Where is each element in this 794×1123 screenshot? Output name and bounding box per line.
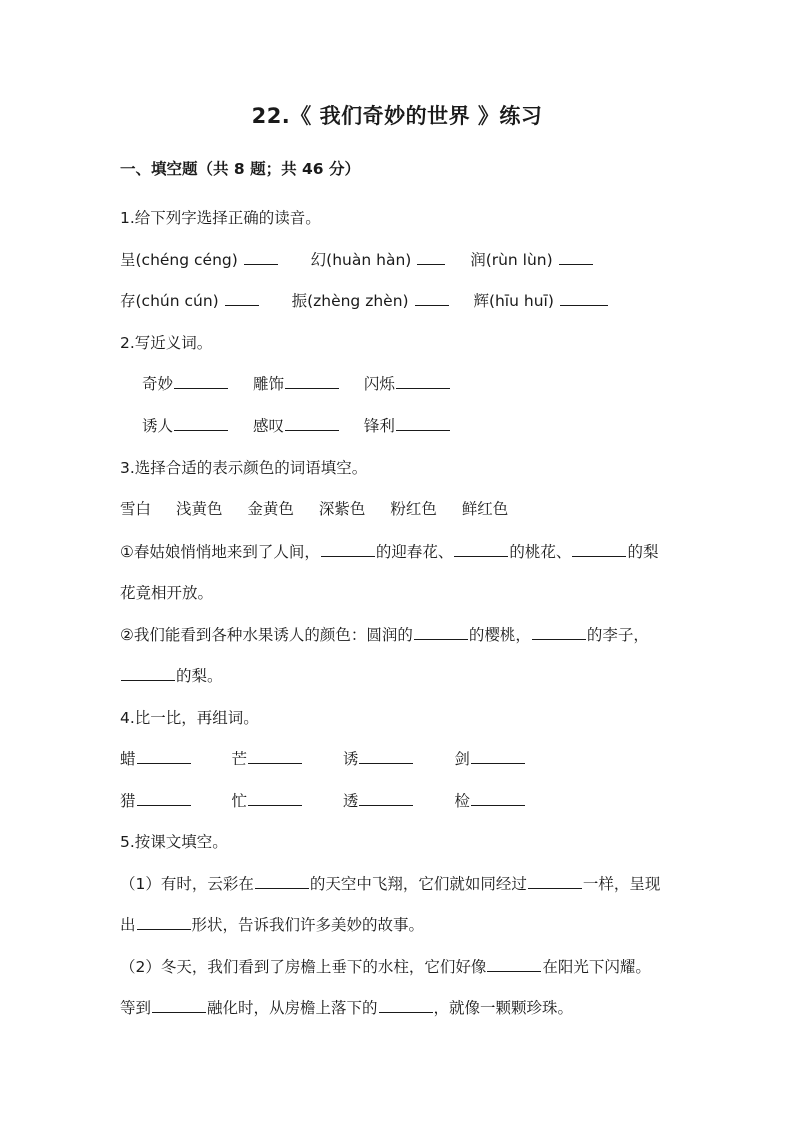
- q1-item: 振(zhèng zhèn): [291, 292, 409, 310]
- answer-blank[interactable]: [359, 791, 413, 806]
- text-segment: 形状，告诉我们许多美妙的故事。: [191, 916, 425, 934]
- answer-blank[interactable]: [137, 791, 191, 806]
- q4-char: 蜡: [120, 750, 136, 768]
- word-bank-item: 深紫色: [318, 500, 366, 518]
- q4-char: 剑: [454, 750, 470, 768]
- text-segment: ②我们能看到各种水果诱人的颜色：圆润的: [120, 626, 413, 644]
- q2-word: 雕饰: [252, 375, 284, 393]
- q5-prompt: 5.按课文填空。: [120, 833, 228, 851]
- word-bank-item: 浅黄色: [175, 500, 223, 518]
- q4-char: 猎: [120, 792, 136, 810]
- q5-para-1: [120, 873, 660, 895]
- q5-para-2-cont: [120, 997, 573, 1019]
- answer-blank[interactable]: [454, 542, 508, 557]
- answer-blank[interactable]: [396, 416, 450, 431]
- q2-word: 锋利: [363, 417, 395, 435]
- q2-prompt: 2.写近义词。: [120, 334, 213, 352]
- answer-blank[interactable]: [137, 749, 191, 764]
- answer-blank[interactable]: [152, 998, 206, 1013]
- q3-sentence-2-cont: [120, 665, 223, 687]
- answer-blank[interactable]: [121, 666, 175, 681]
- q1-item: 幻(huàn hàn): [310, 251, 412, 269]
- q3-sentence-2: [120, 624, 649, 646]
- text-segment: 的桃花、: [509, 543, 572, 561]
- q2-row-2: [142, 415, 451, 437]
- q4-char: 透: [342, 792, 359, 810]
- text-segment: ①春姑娘悄悄地来到了人间，: [120, 543, 320, 561]
- q3-sentence-1-cont: 花竟相开放。: [120, 584, 214, 602]
- word-bank-item: 鲜红色: [461, 500, 509, 518]
- q1-item: 辉(hīu huī): [473, 292, 554, 310]
- q2-word: 感叹: [252, 417, 284, 435]
- answer-blank[interactable]: [417, 250, 445, 265]
- q1-item: 存(chún cún): [120, 292, 219, 310]
- answer-blank[interactable]: [248, 749, 302, 764]
- answer-blank[interactable]: [532, 625, 586, 640]
- q5-para-2: [120, 956, 651, 978]
- text-segment: 一样，呈现: [582, 875, 661, 893]
- text-segment: 的李子，: [586, 626, 649, 644]
- word-bank-item: 金黄色: [247, 500, 294, 518]
- answer-blank[interactable]: [225, 291, 259, 306]
- answer-blank[interactable]: [572, 542, 626, 557]
- answer-blank[interactable]: [248, 791, 302, 806]
- q4-char: 忙: [231, 792, 247, 810]
- text-segment: 的樱桃，: [468, 626, 531, 644]
- q4-char: 检: [454, 792, 470, 810]
- q2-word: 奇妙: [142, 375, 174, 393]
- word-bank-item: 粉红色: [390, 500, 437, 518]
- answer-blank[interactable]: [471, 791, 525, 806]
- answer-blank[interactable]: [528, 874, 582, 889]
- q4-row-1: [120, 748, 526, 770]
- section-heading: 一、填空题（共 8 题；共 46 分）: [120, 160, 360, 178]
- answer-blank[interactable]: [285, 374, 339, 389]
- text-segment: 在阳光下闪耀。: [542, 958, 651, 976]
- text-segment: （2）冬天，我们看到了房檐上垂下的水柱，它们好像: [120, 958, 487, 976]
- answer-blank[interactable]: [244, 250, 278, 265]
- text-segment: 的梨: [627, 543, 659, 561]
- q2-row-1: [142, 373, 451, 395]
- answer-blank[interactable]: [321, 542, 375, 557]
- answer-blank[interactable]: [255, 874, 309, 889]
- answer-blank[interactable]: [471, 749, 525, 764]
- text-segment: 的梨。: [176, 667, 223, 685]
- answer-blank[interactable]: [359, 749, 413, 764]
- q1-row-2: [120, 290, 609, 312]
- q3-sentence-1: [120, 541, 658, 563]
- answer-blank[interactable]: [487, 957, 541, 972]
- q3-word-bank: [120, 498, 508, 520]
- answer-blank[interactable]: [396, 374, 450, 389]
- answer-blank[interactable]: [285, 416, 339, 431]
- answer-blank[interactable]: [379, 998, 433, 1013]
- answer-blank[interactable]: [174, 416, 228, 431]
- q4-char: 芒: [231, 750, 247, 768]
- text-segment: 融化时，从房檐上落下的: [207, 999, 378, 1017]
- q4-row-2: [120, 790, 526, 812]
- answer-blank[interactable]: [137, 915, 191, 930]
- text-segment: 的迎春花、: [375, 543, 454, 561]
- q4-char: 诱: [342, 750, 359, 768]
- q2-word: 诱人: [142, 417, 174, 435]
- answer-blank[interactable]: [174, 374, 228, 389]
- answer-blank[interactable]: [560, 291, 608, 306]
- q1-row-1: [120, 249, 594, 271]
- answer-blank[interactable]: [414, 625, 468, 640]
- q4-prompt: 4.比一比，再组词。: [120, 709, 259, 727]
- q1-item: 呈(chéng céng): [120, 251, 238, 269]
- answer-blank[interactable]: [559, 250, 593, 265]
- q1-prompt: 1.给下列字选择正确的读音。: [120, 209, 321, 227]
- word-bank-item: 雪白: [120, 500, 152, 518]
- text-segment: 的天空中飞翔，它们就如同经过: [309, 875, 527, 893]
- q1-item: 润(rùn lùn): [470, 251, 553, 269]
- q2-word: 闪烁: [363, 375, 395, 393]
- page-title: 22.《 我们奇妙的世界 》练习: [251, 104, 543, 128]
- text-segment: （1）有时，云彩在: [120, 875, 254, 893]
- q5-para-1-cont: [120, 914, 424, 936]
- text-segment: 出: [120, 916, 136, 934]
- q3-prompt: 3.选择合适的表示颜色的词语填空。: [120, 459, 368, 477]
- text-segment: 等到: [120, 999, 152, 1017]
- answer-blank[interactable]: [415, 291, 449, 306]
- text-segment: ，就像一颗颗珍珠。: [433, 999, 574, 1017]
